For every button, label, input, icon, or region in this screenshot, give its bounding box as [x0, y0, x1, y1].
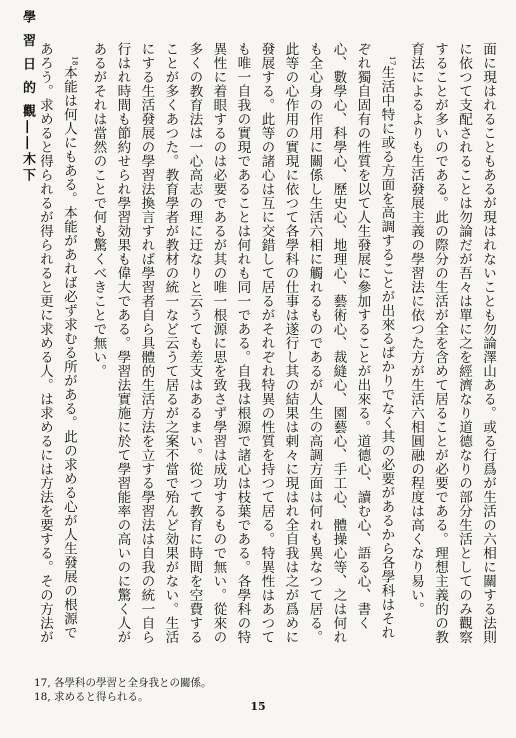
text-line: 際分の生活が全を含めて居ることが必要である。理想主義的の教育法によるよりも生活發展主義の學習法に依つ [408, 42, 448, 644]
footnote-ref-17: 17 [388, 55, 396, 66]
text-line: 本能は何人にもある。本能があれば必ず求むる所がある。此の求める心が人生發展の根源であろう。求めると得 [36, 42, 77, 640]
text-line: 心、藝術心、裁縫心、園藝心、手工心、體操心等、之は何れも全心身の作用に關係し生活六相に觸れるものであ [306, 42, 347, 644]
footnote-ref-18: 18 [70, 55, 79, 66]
running-title: 學 習 日 的 觀――木下 [20, 10, 35, 185]
text-line: れることは勿論だが吾々は單に之を經濟なり道德なりの部分生活としてのみ觀察することが多いのである。此の [432, 42, 472, 644]
page-number: 15 [250, 700, 266, 713]
text-line: 生活中特に或る方面を高調することが出來るばかりでなく其の必要があるから各學科はそれぞれ獨自固有の性 [354, 42, 395, 640]
text-line: 異性はあつても唯一自我の實現であることは何れも同一である。自我は根源で諸心は枝葉である。各學科の特異 [210, 42, 275, 644]
text-line: に現はれ全自我は之が爲めに發展する。此等の諸心は互に交錯して居るがそれぞれ特異の性質を持つて居る。特 [258, 42, 299, 644]
footnote-18: 18, 求めると得られる。 [34, 691, 149, 703]
main-text [34, 42, 500, 644]
paragraph-3 [34, 42, 86, 644]
text-line: 一心高志の理に迂なりと云うても差支はあるまい。從つて教育に時間を空費することが多くあつた。教育學者が [162, 42, 203, 644]
text-line: 於て學習能率の高いのに驚く人があるがそれは當然のことで何も驚くべきことで無い。 [90, 42, 131, 644]
text-line: 質を以て人生發展に參加することが出來る。道德心、讀む心、語る心、書く心、數學心、科學心、歷史心、地理 [330, 42, 371, 630]
footnote-17: 17, 各學科の學習と全身我との關係。 [34, 677, 212, 689]
text-line: 面に現はれることもあるが現はれないことも勿論澤山ある。或る行爲が生活の六相に關する法則に依つて支配さ [456, 42, 496, 644]
text-line: 具體的生活方法を立する學習法は自我の統一自ら行はれ時間も節約せられ學習効果も偉大である。學習法實施に [114, 42, 155, 644]
text-line: るが人生の高調方面は何れも異なつて居る。此等の心作用の實現に依つて各學科の仕事は遂行し其の結果は剌々 [282, 42, 323, 644]
paragraph-1 [404, 42, 500, 644]
text-line: られるが得られると更に求める人。は求めるには方法を要する。その方法が [36, 168, 53, 644]
paragraph-2 [86, 42, 404, 644]
text-line: 教材の統一など云うて居るが之案不當で殆んど効果がない。生活にする生活發展の學習法換言すれば學習者自ら [138, 42, 179, 644]
text-line: 性に着眼するのは必要であるが其の唯一根源に思を致さず學習は成功するもので無い。從來の多くの教育法は [186, 42, 227, 644]
text-line: た方が生活六相圓融の程度は高くなり易い。 [408, 336, 424, 616]
